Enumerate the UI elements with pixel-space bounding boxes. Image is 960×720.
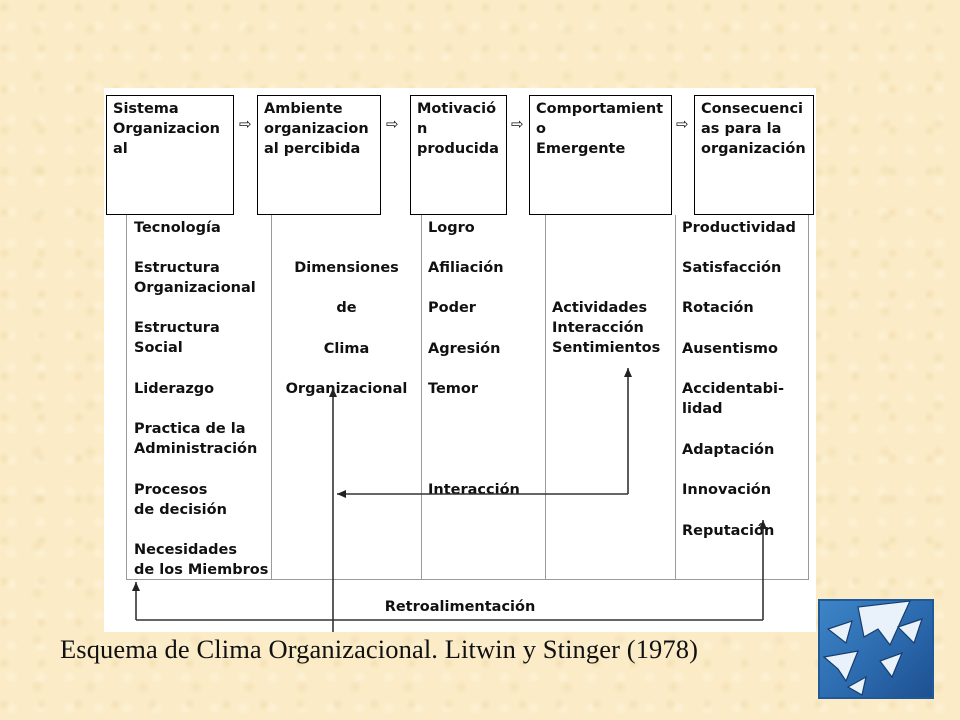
col1-item: Procesos de decisión [134, 482, 227, 518]
header-ambiente-text: Ambiente organizacion al percibida [264, 101, 369, 157]
col5-item: Adaptación [682, 442, 775, 458]
col5-item: Ausentismo [682, 341, 778, 357]
arrow-right-icon: ⇨ [239, 115, 252, 133]
arrow-right-icon: ⇨ [676, 115, 689, 133]
col1-item: Estructura Social [134, 320, 220, 356]
col3-item: Poder [428, 300, 476, 316]
figure-caption: Esquema de Clima Organizacional. Litwin y Stinger (1978) [60, 634, 699, 664]
arrow-right-icon: ⇨ [511, 115, 524, 133]
col1-item: Necesidades de los Miembros [134, 542, 269, 578]
col5-item: Accidentabi- lidad [682, 381, 785, 417]
col5-item: Reputación [682, 523, 775, 539]
header-comportamiento-text: Comportamient o Emergente [536, 101, 664, 157]
col2-item: de [336, 300, 357, 316]
col3-item: Afiliación [428, 260, 504, 276]
climate-diagram [104, 88, 816, 632]
header-consecuencias-text: Consecuenci as para la organización [701, 101, 806, 157]
col3-item: Temor [428, 381, 479, 397]
col2-item: Organizacional [285, 381, 408, 397]
col3-item: Logro [428, 220, 475, 236]
col5-item: Satisfacción [682, 260, 782, 276]
col2-item: Clima [323, 341, 370, 357]
header-sistema-text: Sistema Organizacion al [113, 101, 221, 157]
feedback-label: Retroalimentación [384, 599, 536, 615]
col3-item: Interacción [428, 482, 520, 498]
col1-item: Tecnología [134, 220, 221, 236]
col4-item: Actividades Interacción Sentimientos [552, 300, 661, 356]
arrow-right-icon: ⇨ [386, 115, 399, 133]
col1-item: Estructura Organizacional [134, 260, 256, 296]
col3-item: Agresión [428, 341, 501, 357]
col1-item: Liderazgo [134, 381, 215, 397]
col5-item: Productividad [682, 220, 796, 236]
col5-item: Rotación [682, 300, 754, 316]
header-motivacion-text: Motivació n producida [417, 101, 499, 157]
connector-arrows [104, 88, 816, 632]
col5-item: Innovación [682, 482, 772, 498]
col2-item: Dimensiones [294, 260, 399, 276]
fragmented-arrow-logo-icon [818, 599, 934, 699]
col1-item: Practica de la Administración [134, 421, 258, 457]
